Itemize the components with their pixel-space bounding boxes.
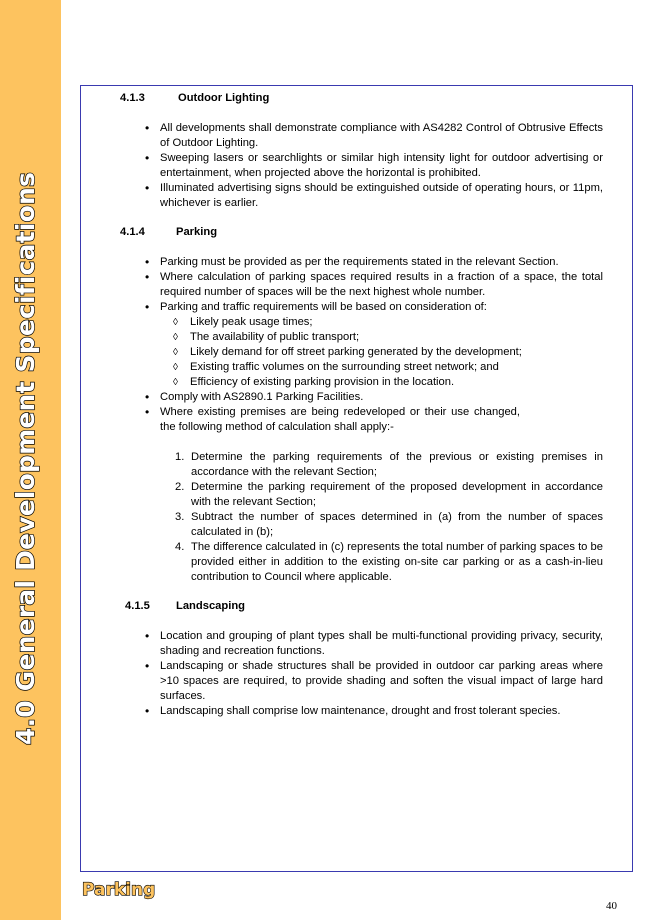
list-item: • Parking must be provided as per the requirements stated in the relevant Section. — [145, 255, 603, 270]
sub-list-item — [160, 360, 603, 375]
calculation-steps-list — [175, 450, 603, 585]
section-heading-parking — [120, 225, 217, 240]
item-number: 3. — [175, 511, 185, 523]
list-item: • Where existing premises are being redeveloped or their use changed, the following method of calculation shall apply:- — [145, 405, 520, 435]
sub-list-item — [160, 315, 603, 330]
sub-list-text: Existing traffic volumes on the surrounding street network; and — [190, 361, 499, 373]
sub-list-text: Efficiency of existing parking provision in the location. — [190, 376, 455, 388]
item-text: Subtract the number of spaces determined in (a) from the number of spaces calculated in (b); — [191, 511, 603, 538]
parking-list — [145, 255, 603, 435]
list-item: • Landscaping or shade structures shall be provided in outdoor car parking areas where >10 spaces are required, to provide shading and soften the visual impact of large hard surfaces. — [145, 659, 603, 704]
section-number: 4.1.3 — [120, 92, 145, 104]
section-title: Outdoor Lighting — [178, 92, 270, 104]
diamond-bullet-icon: ◊ — [173, 362, 178, 373]
item-text: The difference calculated in (c) represents the total number of parking spaces to be provided either in addition to the existing on-site car parking or as a cash-in-lieu contribution to Council where applicable. — [191, 541, 603, 583]
sub-list-text: The availability of public transport; — [190, 331, 360, 343]
section-heading-landscaping — [125, 599, 245, 614]
side-title: 4.0 General Development Specifications — [11, 171, 40, 745]
outdoor-lighting-list — [145, 121, 603, 211]
numbered-item — [175, 480, 603, 510]
list-item-text: Parking and traffic requirements will be based on consideration of: — [160, 301, 487, 313]
diamond-bullet-icon: ◊ — [173, 377, 178, 388]
numbered-item — [175, 510, 603, 540]
section-title: Landscaping — [176, 600, 245, 612]
list-item: • Sweeping lasers or searchlights or similar high intensity light for outdoor advertising or entertainment, when projected above the horizontal is prohibited. — [145, 151, 603, 181]
section-number: 4.1.5 — [125, 600, 150, 612]
page-number: 40 — [606, 900, 617, 912]
sub-list-item — [160, 330, 603, 345]
numbered-item — [175, 450, 603, 480]
list-item: • All developments shall demonstrate compliance with AS4282 Control of Obtrusive Effects of Outdoor Lighting. — [145, 121, 603, 151]
item-number: 1. — [175, 451, 185, 463]
landscaping-list — [145, 629, 603, 719]
sub-list-item — [160, 345, 603, 360]
side-band — [0, 0, 61, 920]
list-item: • Where calculation of parking spaces required results in a fraction of a space, the total required number of spaces will be the next highest whole number. — [145, 270, 603, 300]
sub-list-text: Likely peak usage times; — [190, 316, 313, 328]
section-title: Parking — [176, 226, 218, 238]
diamond-bullet-icon: ◊ — [173, 332, 178, 343]
footer-section-label: Parking — [82, 880, 156, 900]
numbered-item — [175, 540, 603, 585]
section-number: 4.1.4 — [120, 226, 145, 238]
diamond-bullet-icon: ◊ — [173, 347, 178, 358]
list-item — [145, 300, 603, 390]
item-number: 4. — [175, 541, 185, 553]
sub-list-text: Likely demand for off street parking generated by the development; — [190, 346, 522, 358]
item-number: 2. — [175, 481, 185, 493]
sub-list-item — [160, 375, 603, 390]
item-text: Determine the parking requirements of the previous or existing premises in accordance with the relevant Section; — [191, 451, 603, 478]
list-item: • Location and grouping of plant types shall be multi-functional providing privacy, security, shading and recreation functions. — [145, 629, 603, 659]
list-item: • Landscaping shall comprise low maintenance, drought and frost tolerant species. — [145, 704, 603, 719]
section-heading-outdoor-lighting — [120, 91, 269, 106]
item-text: Determine the parking requirement of the proposed development in accordance with the relevant Section; — [191, 481, 603, 508]
list-item: • Illuminated advertising signs should be extinguished outside of operating hours, or 11pm, whichever is earlier. — [145, 181, 603, 211]
diamond-bullet-icon: ◊ — [173, 317, 178, 328]
list-item: • Comply with AS2890.1 Parking Facilities. — [145, 390, 603, 405]
